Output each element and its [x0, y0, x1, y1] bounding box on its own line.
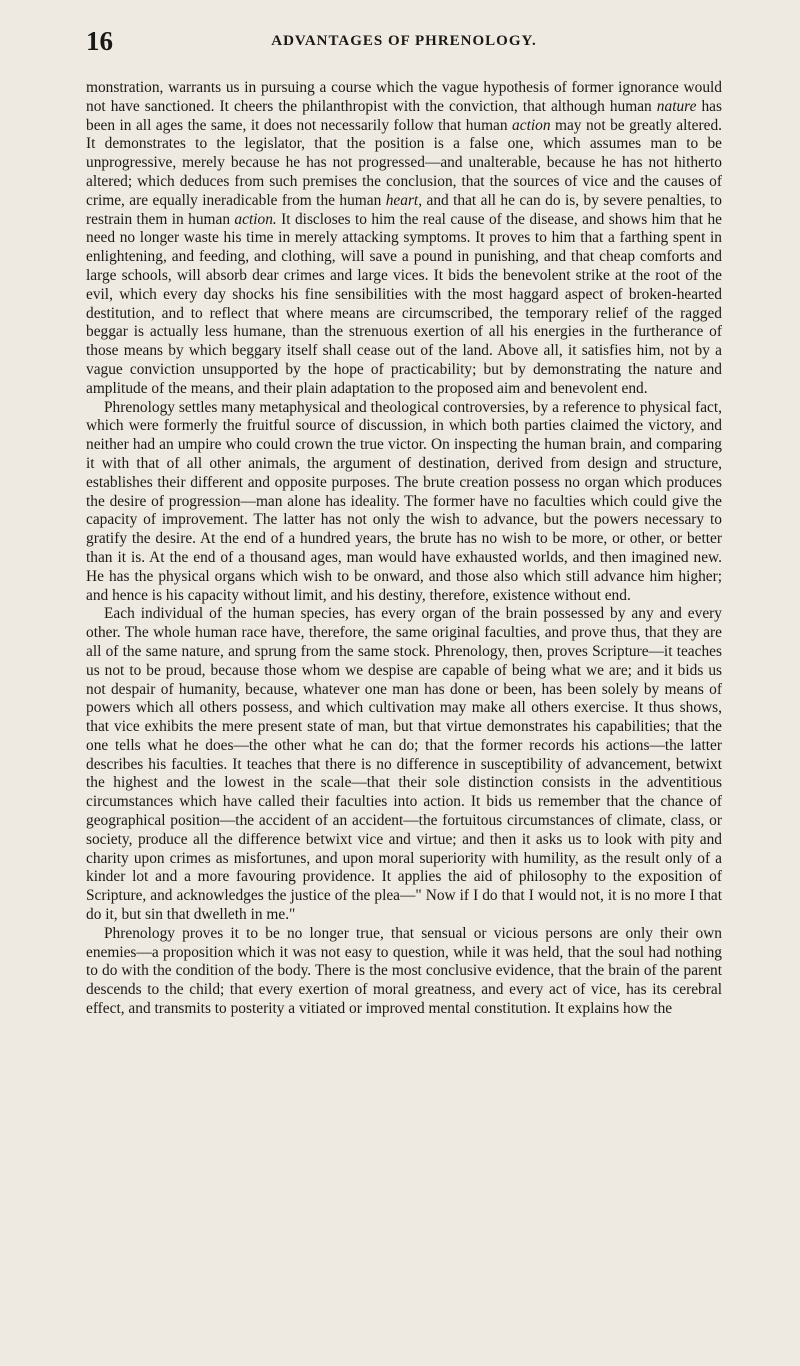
paragraph-1-text-e: It discloses to him the real cause of the disease, and shows him that he need no longer waste his time in merely attacking symptoms. It proves to him that a farthing spent in enlightening, and feeding, and clothing, will save a pound in punishing, and that cheap comforts and large schools, will absorb dear crimes and large vices. It bids the benevolent strike at the root of the evil, which every day shocks his fine sensibilities with the most haggard aspect of broken-hearted destitution, and to reflect that where means are circumscribed, the temporary relief of the ragged beggar is actually less humane, than the strenuous exertion of all his energies in the furtherance of those means by which beggary itself shall cease out of the land. Above all, it satisfies him, not by a vague conviction unsupported by the hope of practicability; but by demonstrating the nature and amplitude of the means, and their plain adaptation to the proposed aim and benevolent end. [86, 210, 722, 397]
paragraph-4: Phrenology proves it to be no longer true, that sensual or vicious persons are only their own enemies—a proposition which it was not easy to question, while it was held, that the soul had nothing to do with the condition of the body. There is the most conclusive evidence, that the brain of the parent descends to the child; that every exertion of moral greatness, and every act of vice, has its cerebral effect, and transmits to posterity a vitiated or improved mental constitution. It explains how the [86, 924, 722, 1018]
paragraph-2: Phrenology settles many metaphysical and theological controversies, by a reference to physical fact, which were formerly the fruitful source of discussion, in which both parties claimed the victory, and neither had an umpire who could crown the true victor. On inspecting the human brain, and comparing it with that of all other animals, the argument of destination, derived from design and structure, establishes their different and opposite purposes. The brute creation possess no organ which produces the desire of progression—man alone has ideality. The former have no faculties which could give the capacity of improvement. The latter has not only the wish to advance, but the powers necessary to gratify the desire. At the end of a hundred years, the brute has no wish to be more, or other, or better than it is. At the end of a thousand ages, man would have exhausted worlds, and then imagined new. He has the physical organs which wish to be onward, and those also which still advance him higher; and hence is his capacity without limit, and his destiny, therefore, existence without end. [86, 398, 722, 604]
paragraph-3: Each individual of the human species, has every organ of the brain possessed by any and every other. The whole human race have, therefore, the same original faculties, and prove thus, that they are all of the same nature, and sprung from the same stock. Phrenology, then, proves Scripture—it teaches us not to be proud, because those whom we despise are capable of being what we are; and it bids us not despair of humanity, because, whatever one man has done or been, has been solely by means of powers which all others possess, and which cultivation may make all others exercise. It thus shows, that vice exhibits the mere present state of man, but that virtue demonstrates his capabilities; that the one tells what he does—the other what he can do; that the former records his actions—the latter describes his faculties. It teaches that there is no difference in susceptibility of advancement, betwixt the highest and the lowest in the scale—that their sole distinction consists in the adventitious circumstances which have called their faculties into action. It bids us remember that the chance of geographical position—the accident of an accident—the fortuitous circumstances of climate, class, or society, produce all the difference betwixt vice and virtue; and then it asks us to look with pity and charity upon crimes as misfortunes, and upon moral superiority with humility, as the result only of a kinder lot and a more favouring providence. It applies the aid of philosophy to the exposition of Scripture, and acknowledges the justice of the plea—" Now if I do that I would not, it is no more I that do it, but sin that dwelleth in me." [86, 605, 722, 924]
paragraph-1 [86, 79, 722, 399]
running-header [86, 26, 722, 56]
emphasis-action-2: action. [234, 210, 277, 228]
paragraph-1-text-b: has been in all ages the same, it does not necessarily follow that human [86, 97, 722, 134]
body-text [86, 79, 722, 1019]
paragraph-1-text-d: and that all he can do is, by severe penalties, to restrain them in human [86, 191, 722, 228]
page-number: 16 [86, 26, 113, 56]
emphasis-action: action [512, 116, 551, 134]
paragraph-1-text-c: may not be greatly altered. It demonstrates to the legislator, that the position is a false one, which assumes man to be unprogressive, merely because he has not progressed—and unalterable, because he has not hitherto altered; which deduces from such premises the conclusion, that the sources of vice and the causes of crime, are equally ineradicable from the human [86, 116, 722, 209]
paragraph-1-text-a: monstration, warrants us in pursuing a course which the vague hypothesis of former ignorance would not have sanctioned. It cheers the philanthropist with the conviction, that although human [86, 79, 722, 115]
emphasis-heart: heart, [385, 191, 423, 209]
page-heading: ADVANTAGES OF PHRENOLOGY. [271, 33, 537, 49]
emphasis-nature: nature [656, 97, 697, 115]
